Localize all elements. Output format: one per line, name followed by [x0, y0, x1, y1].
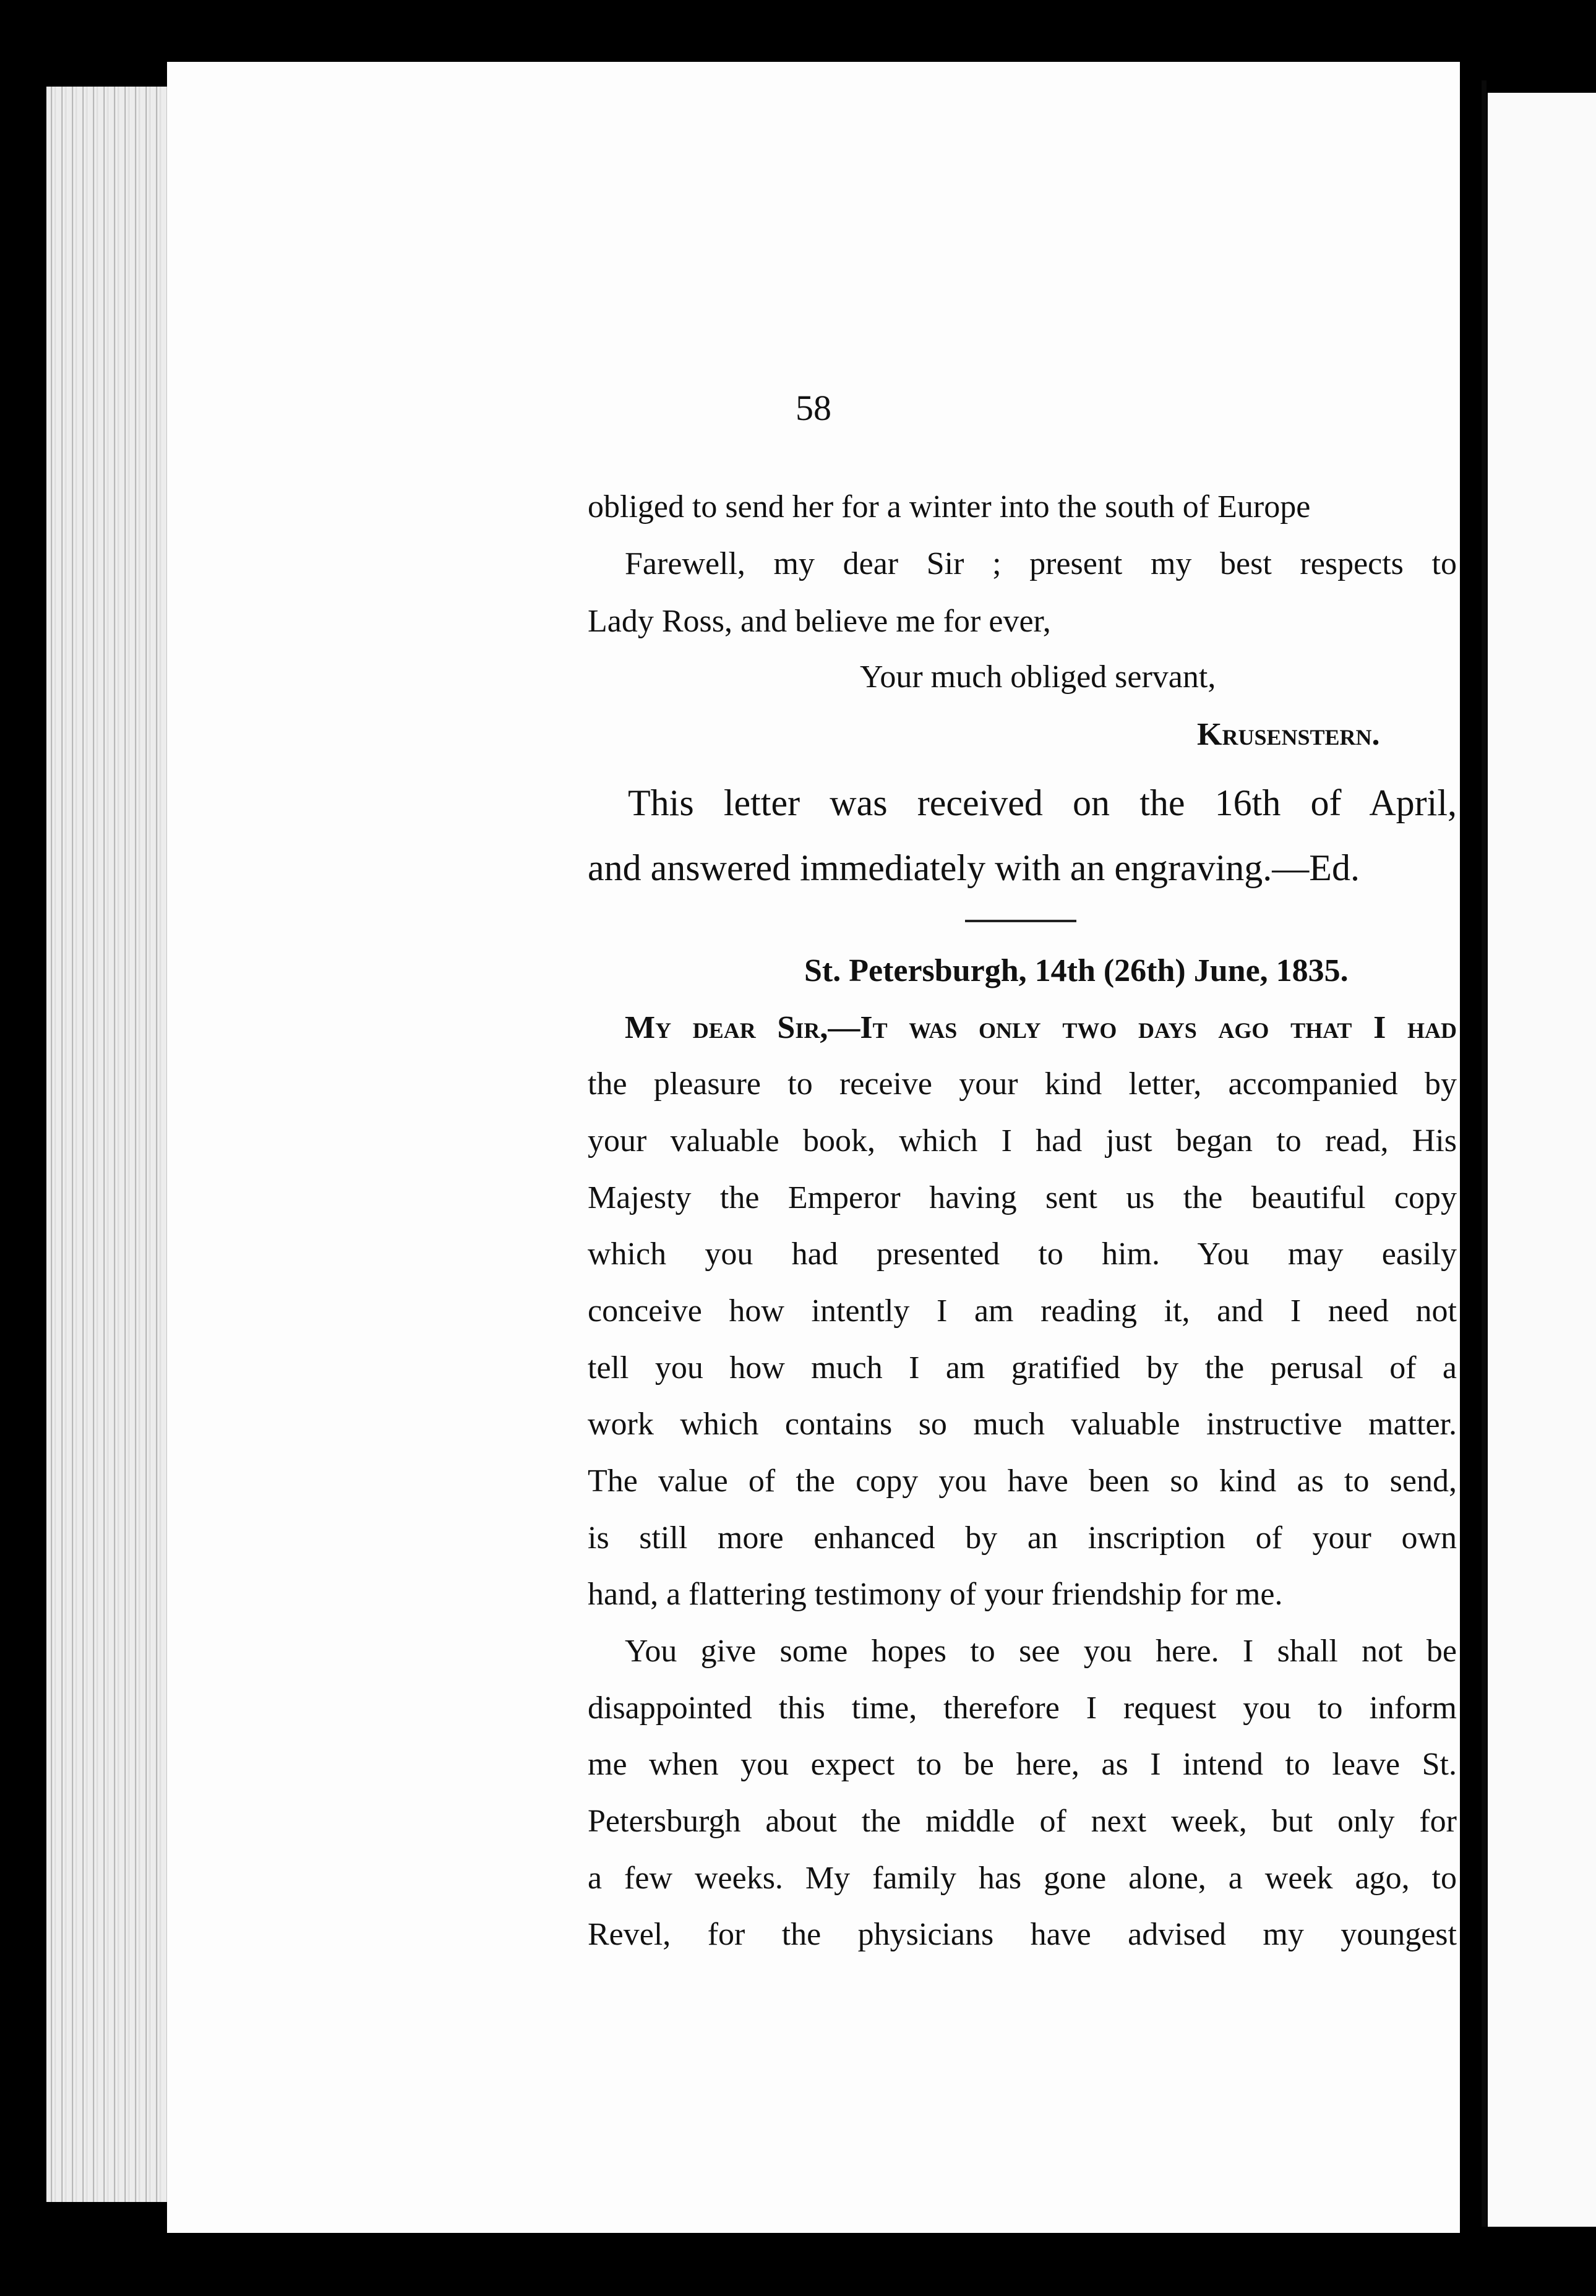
text-line: hand, a flattering testimony of your friendship for me.	[588, 1577, 1283, 1612]
text-line: tell you how much I am gratified by the perusal of a	[588, 1350, 1457, 1386]
text-line: Revel, for the physicians have advised my youngest	[588, 1917, 1457, 1952]
letter-salutation: My dear Sir,—It was only two days ago that I had	[625, 1010, 1457, 1045]
text-line: the pleasure to receive your kind letter, accompanied by	[588, 1066, 1457, 1102]
text-line: work which contains so much valuable instructive matter.	[588, 1407, 1457, 1442]
letter-closing: Your much obliged servant,	[860, 659, 1216, 695]
text-line: You give some hopes to see you here. I shall not be	[625, 1634, 1457, 1669]
text-line: conceive how intently I am reading it, and I need not	[588, 1293, 1457, 1329]
page-gutter	[1482, 80, 1487, 2227]
text-line: disappointed this time, therefore I request you to inform	[588, 1690, 1457, 1726]
text-line: Majesty the Emperor having sent us the beautiful copy	[588, 1180, 1457, 1215]
text-line: a few weeks. My family has gone alone, a week ago, to	[588, 1861, 1457, 1896]
page-number: 58	[796, 388, 831, 428]
text-line: Petersburgh about the middle of next week, but only for	[588, 1804, 1457, 1839]
facing-page	[1488, 93, 1596, 2227]
text-line: Lady Ross, and believe me for ever,	[588, 604, 1051, 639]
book-page-edges	[46, 87, 176, 2202]
text-line: which you had presented to him. You may easily	[588, 1236, 1457, 1272]
text-line: your valuable book, which I had just began to read, His	[588, 1123, 1457, 1159]
editor-note: and answered immediately with an engraving.—Ed.	[588, 847, 1360, 888]
editor-note: This letter was received on the 16th of April,	[628, 782, 1457, 823]
text-line: Farewell, my dear Sir ; present my best respects to	[625, 546, 1457, 581]
text-line: obliged to send her for a winter into the south of Europe	[588, 489, 1311, 525]
letter-signature: Krusenstern.	[1197, 717, 1380, 752]
text-line: is still more enhanced by an inscription of your own	[588, 1520, 1457, 1556]
text-line: me when you expect to be here, as I intend to leave St.	[588, 1747, 1457, 1782]
section-divider	[965, 920, 1076, 922]
text-line: The value of the copy you have been so kind as to send,	[588, 1463, 1457, 1499]
letter-dateline: St. Petersburgh, 14th (26th) June, 1835.	[804, 953, 1349, 988]
page-text	[167, 62, 1460, 2233]
book-page	[167, 62, 1460, 2233]
